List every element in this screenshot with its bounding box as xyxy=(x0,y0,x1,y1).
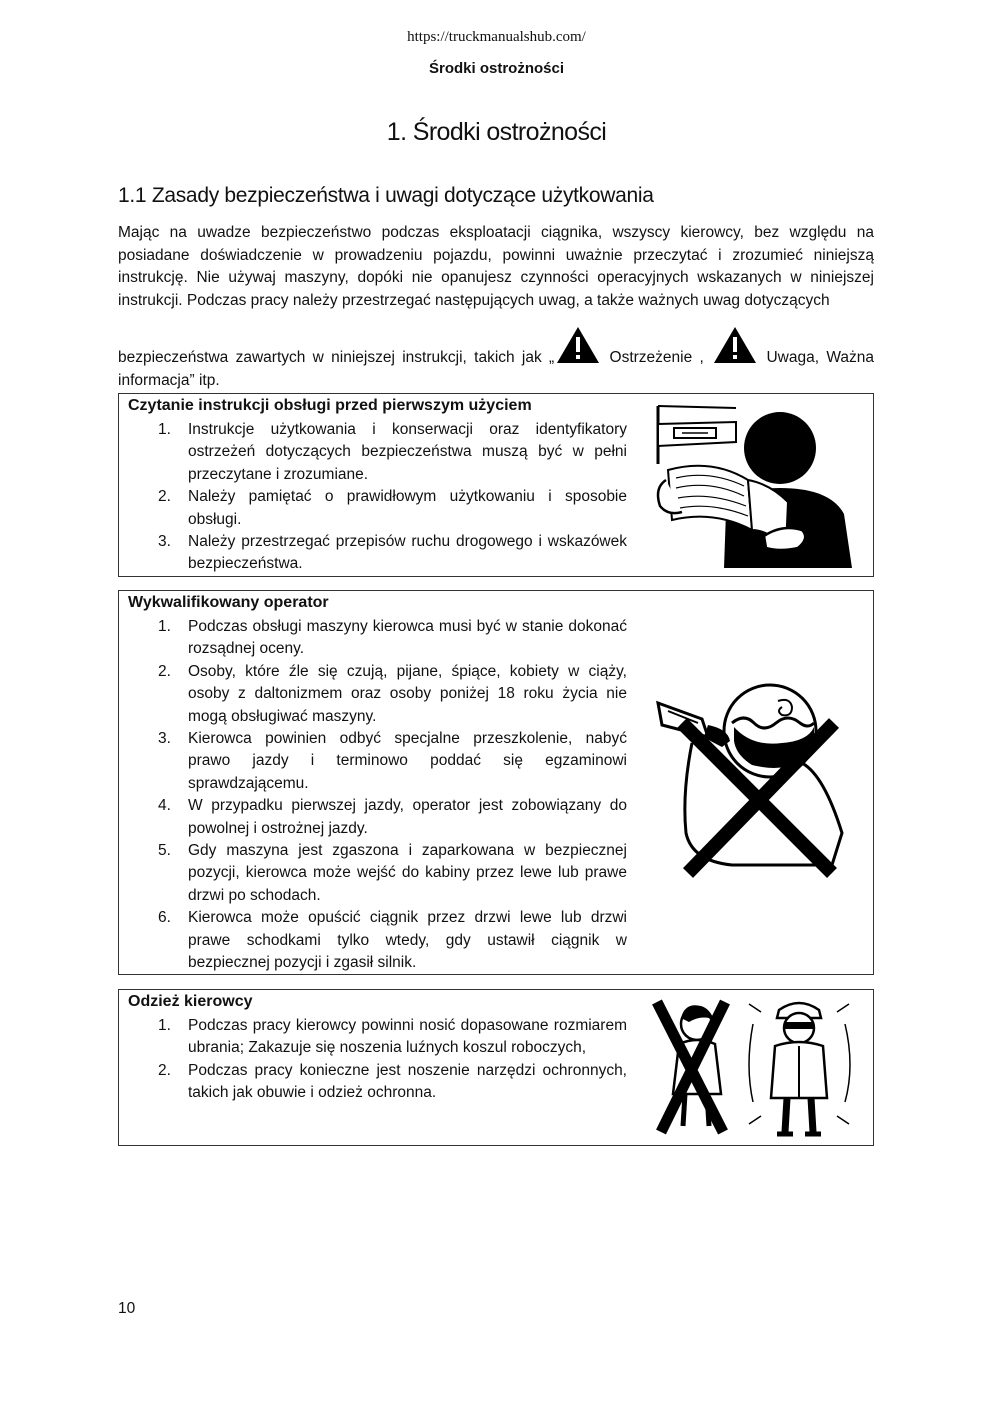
numbered-list xyxy=(119,616,627,975)
item-text: Kierowca może opuścić ciągnik przez drzwi lewe lub drzwi prawe schodkami tylko wtedy, gdy ustawił ciągnik w bezpiecznej pozycji i zgasił silnik. xyxy=(188,909,627,972)
item-text: Kierowca powinien odbyć specjalne przeszkolenie, nabyć prawo jazdy i terminowo poddać się egzaminowi sprawdzającemu. xyxy=(188,730,627,792)
section-title: 1.1 Zasady bezpieczeństwa i uwagi dotyczące użytkowania xyxy=(118,184,654,207)
item-number: 4. xyxy=(158,797,171,815)
protective-clothing-icon xyxy=(649,994,865,1140)
item-text: Podczas pracy konieczne jest noszenie narzędzi ochronnych, takich jak obuwie i odzież ochronna. xyxy=(188,1061,627,1102)
intro-line-end: informacja” itp. xyxy=(118,371,220,389)
numbered-list xyxy=(119,1015,627,1105)
item-number: 2. xyxy=(158,488,171,506)
item-text: W przypadku pierwszej jazdy, operator jest zobowiązany do powolnej i ostrożnej jazdy. xyxy=(188,797,627,837)
intro-caution-words: Uwaga, Ważna xyxy=(766,349,874,366)
item-text: Instrukcje użytkowania i konserwacji oraz identyfikatory ostrzeżeń dotyczących bezpieczeństwa muszą być w pełni przeczytane i zrozumiane. xyxy=(188,421,627,483)
person-reading-manual-icon xyxy=(652,402,862,568)
item-text: Należy pamiętać o prawidłowym użytkowaniu i sposobie obsługi. xyxy=(188,488,627,528)
list-item xyxy=(119,531,627,576)
item-number: 1. xyxy=(158,421,171,438)
list-item xyxy=(119,1060,627,1105)
item-text: Gdy maszyna jest zgaszona i zaparkowana w bezpiecznej pozycji, kierowca może wejść do kabiny przez lewe lub prawe drzwi po schodach. xyxy=(188,842,627,904)
manual-reading-box xyxy=(118,393,874,577)
item-text: Podczas obsługi maszyny kierowca musi być w stanie dokonać rozsądnej oceny. xyxy=(188,618,627,658)
page-number: 10 xyxy=(118,1300,136,1317)
intro-line-start: bezpieczeństwa zawartych w niniejszej instrukcji, takich jak „ xyxy=(118,349,555,366)
intro-warning-word: Ostrzeżenie , xyxy=(609,349,704,366)
list-item xyxy=(119,486,627,531)
box-title: Wykwalifikowany operator xyxy=(128,594,329,611)
item-number: 3. xyxy=(158,730,171,748)
warning-triangle-icon xyxy=(713,326,757,364)
running-header: Środki ostrożności xyxy=(428,60,565,77)
intro-warning-line xyxy=(118,326,874,370)
intro-paragraph: Mając na uwadze bezpieczeństwo podczas eksploatacji ciągnika, wszyscy kierowcy, bez względu na posiadane doświadczenie w prowadzeniu pojazdu, powinni uważnie przeczytać i zrozumieć niniejszą instrukcję. Nie używaj maszyny, dopóki nie opanujesz czynności operacyjnych wskazanych w niniejszej instrukcji. Podczas pracy należy przestrzegać następujących uwag, a także ważnych uwag dotyczących xyxy=(118,224,874,309)
list-item xyxy=(119,616,627,661)
item-number: 1. xyxy=(158,1017,171,1034)
list-item xyxy=(119,728,627,795)
numbered-list xyxy=(119,419,627,576)
item-number: 6. xyxy=(158,909,171,927)
list-item xyxy=(119,840,627,907)
box-title: Czytanie instrukcji obsługi przed pierwszym użyciem xyxy=(128,397,532,414)
item-text: Osoby, które źle się czują, pijane, śpiące, kobiety w ciąży, osoby z daltonizmem oraz osoby poniżej 18 roku życia nie mogą obsługiwać maszyny. xyxy=(188,662,627,725)
item-number: 5. xyxy=(158,842,171,860)
qualified-operator-box xyxy=(118,590,874,975)
list-item xyxy=(119,1015,627,1060)
item-number: 2. xyxy=(158,1061,171,1079)
intro-text xyxy=(118,222,874,392)
no-drinking-icon xyxy=(652,683,862,883)
list-item xyxy=(119,661,627,728)
item-text: Należy przestrzegać przepisów ruchu drogowego i wskazówek bezpieczeństwa. xyxy=(188,533,627,573)
source-url: https://truckmanualshub.com/ xyxy=(407,29,586,45)
box-title: Odzież kierowcy xyxy=(128,993,253,1010)
list-item xyxy=(119,795,627,840)
item-number: 1. xyxy=(158,618,171,635)
item-text: Podczas pracy kierowcy powinni nosić dopasowane rozmiarem ubrania; Zakazuje się noszenia luźnych koszul roboczych, xyxy=(188,1017,627,1057)
list-item xyxy=(119,419,627,486)
list-item xyxy=(119,907,627,974)
chapter-title: 1. Środki ostrożności xyxy=(386,118,607,146)
item-number: 2. xyxy=(158,662,171,680)
item-number: 3. xyxy=(158,533,171,551)
warning-triangle-icon xyxy=(556,326,600,364)
driver-clothing-box xyxy=(118,989,874,1146)
